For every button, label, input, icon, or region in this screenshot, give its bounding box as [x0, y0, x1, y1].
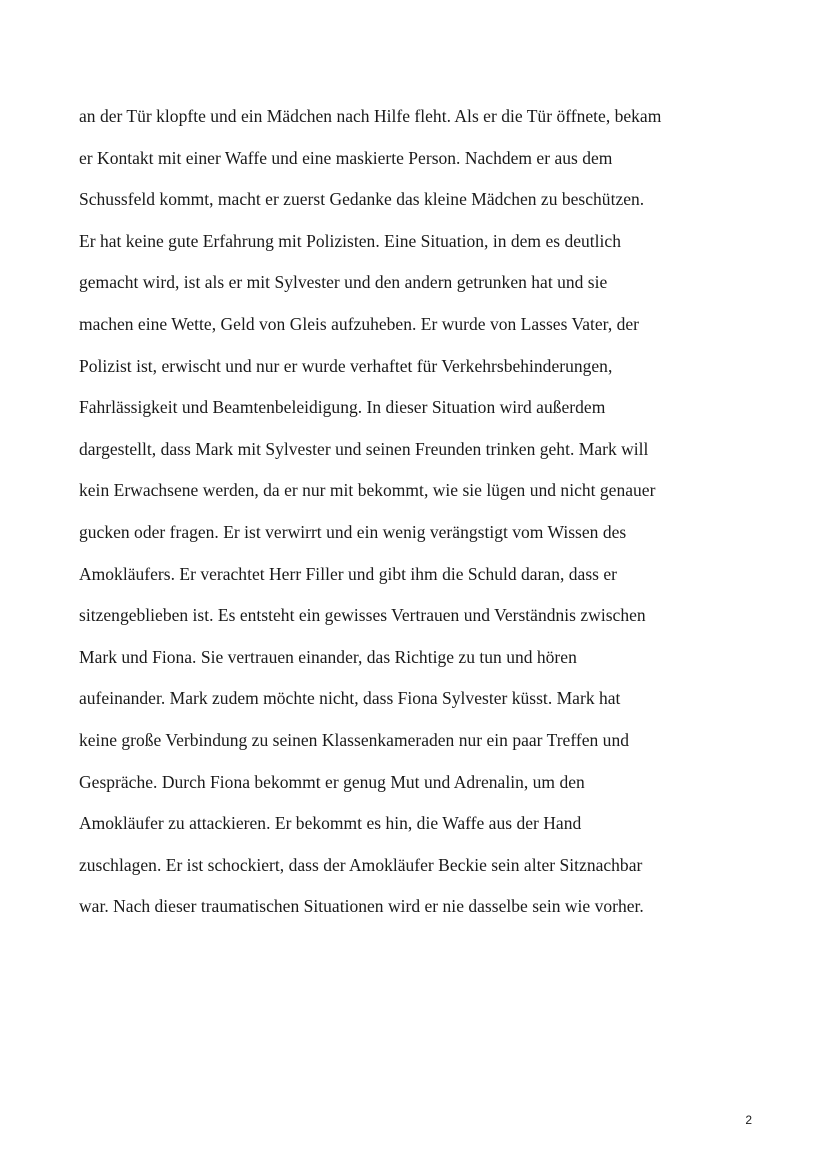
text-line: Er hat keine gute Erfahrung mit Polizisten. Eine Situation, in dem es deutlich: [79, 230, 621, 251]
text-line: dargestellt, dass Mark mit Sylvester und seinen Freunden trinken geht. Mark will: [79, 438, 649, 459]
text-line: an der Tür klopfte und ein Mädchen nach Hilfe fleht. Als er die Tür öffnete, bekam: [79, 106, 662, 126]
page-number: 2: [745, 1113, 752, 1127]
text-line: sitzengeblieben ist. Es entsteht ein gewisses Vertrauen und Verständnis zwischen: [79, 605, 646, 626]
text-line: machen eine Wette, Geld von Gleis aufzuheben. Er wurde von Lasses Vater, der: [79, 313, 640, 334]
text-line: Schussfeld kommt, macht er zuerst Gedanke das kleine Mädchen zu beschützen.: [79, 189, 645, 210]
text-line: kein Erwachsene werden, da er nur mit bekommt, wie sie lügen und nicht genauer: [79, 480, 656, 501]
text-line: Amokläufer zu attackieren. Er bekommt es hin, die Waffe aus der Hand: [79, 813, 582, 834]
text-line: Gespräche. Durch Fiona bekommt er genug Mut und Adrenalin, um den: [79, 771, 585, 792]
text-line: war. Nach dieser traumatischen Situationen wird er nie dasselbe sein wie vorher.: [79, 896, 644, 917]
text-line: gemacht wird, ist als er mit Sylvester und den andern getrunken hat und sie: [79, 272, 608, 293]
text-line: Fahrlässigkeit und Beamtenbeleidigung. In dieser Situation wird außerdem: [79, 397, 606, 418]
text-line: gucken oder fragen. Er ist verwirrt und ein wenig verängstigt vom Wissen des: [79, 521, 627, 542]
body-text: [79, 100, 759, 932]
text-line: aufeinander. Mark zudem möchte nicht, dass Fiona Sylvester küsst. Mark hat: [79, 688, 621, 709]
text-line: Mark und Fiona. Sie vertrauen einander, das Richtige zu tun und hören: [79, 646, 577, 667]
text-line: Amokläufers. Er verachtet Herr Filler und gibt ihm die Schuld daran, dass er: [79, 563, 618, 584]
text-line: er Kontakt mit einer Waffe und eine maskierte Person. Nachdem er aus dem: [79, 147, 613, 168]
text-line: Polizist ist, erwischt und nur er wurde verhaftet für Verkehrsbehinderungen,: [79, 355, 613, 376]
text-line: zuschlagen. Er ist schockiert, dass der Amokläufer Beckie sein alter Sitznachbar: [79, 854, 643, 875]
text-line: keine große Verbindung zu seinen Klassenkameraden nur ein paar Treffen und: [79, 729, 629, 750]
